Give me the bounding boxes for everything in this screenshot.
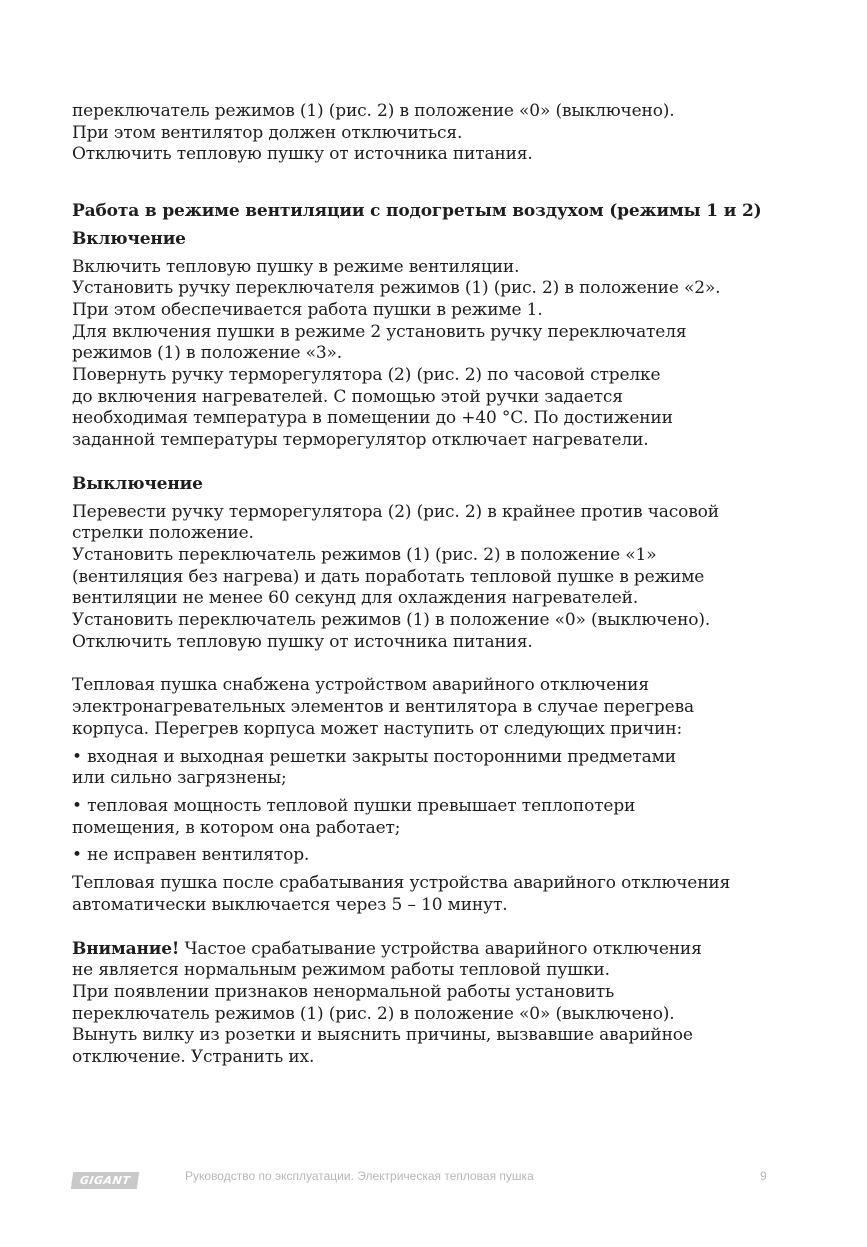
text-line: Отключить тепловую пушку от источника питания. <box>72 144 533 165</box>
text-line: переключатель режимов (1) (рис. 2) в положение «0» (выключено). <box>72 1003 675 1024</box>
text-line: отключение. Устранить их. <box>72 1047 315 1068</box>
text-line: помещения, в котором она работает; <box>72 817 401 838</box>
text-line: электронагревательных элементов и вентилятора в случае перегрева <box>72 697 694 718</box>
text-line: Повернуть ручку терморегулятора (2) (рис. 2) по часовой стрелке <box>72 365 661 386</box>
text-line: необходимая температура в помещении до +40 °С. По достижении <box>72 408 673 429</box>
text-line: • не исправен вентилятор. <box>72 845 310 866</box>
warning-text: Частое срабатывание устройства аварийного отключения <box>179 938 702 959</box>
page-number: 9 <box>760 1169 767 1183</box>
text-line: автоматически выключается через 5 – 10 минут. <box>72 894 508 915</box>
text-line: стрелки положение. <box>72 523 254 544</box>
off-heading: Выключение <box>72 473 203 494</box>
text-line: При этом обеспечивается работа пушки в режиме 1. <box>72 299 543 320</box>
warning-section <box>72 939 802 1069</box>
text-line: • входная и выходная решетки закрыты посторонними предметами <box>72 746 676 767</box>
text-line: Отключить тепловую пушку от источника питания. <box>72 631 533 652</box>
footer-title: Руководство по эксплуатации. Электрическая тепловая пушка <box>185 1169 534 1183</box>
section-title: Работа в режиме вентиляции с подогретым воздухом (режимы 1 и 2) <box>72 201 762 222</box>
text-line: корпуса. Перегрев корпуса может наступить от следующих причин: <box>72 718 683 739</box>
text-line: до включения нагревателей. С помощью этой ручки задается <box>72 386 623 407</box>
text-line: не является нормальным режимом работы тепловой пушки. <box>72 960 610 981</box>
text-line: При этом вентилятор должен отключиться. <box>72 122 463 143</box>
intro-block <box>72 101 802 166</box>
bullet-item <box>72 747 802 790</box>
on-section <box>72 229 802 452</box>
off-section <box>72 474 802 654</box>
text-line: Установить переключатель режимов (1) в положение «0» (выключено). <box>72 610 711 631</box>
brand-logo: GIGANT <box>71 1172 139 1189</box>
bullet-item <box>72 796 802 839</box>
text-line: Тепловая пушка после срабатывания устройства аварийного отключения <box>72 873 731 894</box>
emergency-section <box>72 675 802 916</box>
text-line: Установить ручку переключателя режимов (1) (рис. 2) в положение «2». <box>72 278 721 299</box>
text-line: или сильно загрязнены; <box>72 768 287 789</box>
warning-label: Внимание! <box>72 938 180 959</box>
on-heading: Включение <box>72 228 186 249</box>
text-line: Перевести ручку терморегулятора (2) (рис. 2) в крайнее против часовой <box>72 501 719 522</box>
text-line: (вентиляция без нагрева) и дать поработать тепловой пушке в режиме <box>72 566 705 587</box>
text-line: Включить тепловую пушку в режиме вентиляции. <box>72 256 520 277</box>
text-line: переключатель режимов (1) (рис. 2) в положение «0» (выключено). <box>72 101 675 121</box>
text-line: Установить переключатель режимов (1) (рис. 2) в положение «1» <box>72 544 657 565</box>
document-body <box>72 101 802 1069</box>
text-line: заданной температуры терморегулятор отключает нагреватели. <box>72 430 649 451</box>
bullet-item <box>72 845 802 867</box>
text-line: При появлении признаков ненормальной работы установить <box>72 981 615 1002</box>
text-line: Тепловая пушка снабжена устройством аварийного отключения <box>72 675 649 696</box>
warning-first-line <box>72 939 802 961</box>
text-line: Вынуть вилку из розетки и выяснить причины, вызвавшие аварийное <box>72 1025 693 1046</box>
page-footer <box>0 1166 867 1194</box>
text-line: режимов (1) в положение «3». <box>72 343 343 364</box>
text-line: Для включения пушки в режиме 2 установить ручку переключателя <box>72 321 687 342</box>
text-line: вентиляции не менее 60 секунд для охлаждения нагревателей. <box>72 588 639 609</box>
text-line: • тепловая мощность тепловой пушки превышает теплопотери <box>72 795 636 816</box>
